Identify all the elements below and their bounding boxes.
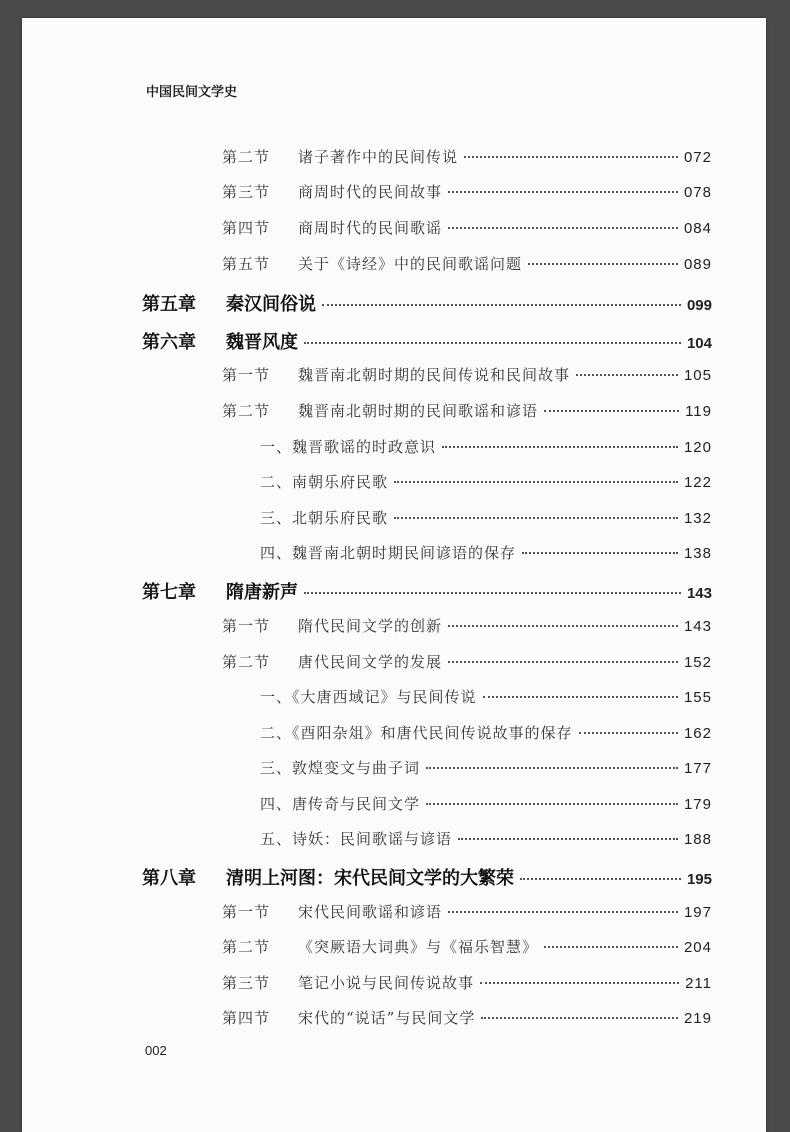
toc-entry-page: 078 — [683, 184, 712, 201]
toc-entry-label: 第二节 — [222, 402, 271, 420]
dot-leader — [304, 341, 681, 344]
toc-entry-page: 084 — [683, 220, 712, 237]
dot-leader — [442, 445, 678, 448]
toc-entry — [260, 436, 712, 457]
toc-entry-title: 四、唐传奇与民间文学 — [260, 795, 421, 813]
dot-leader — [522, 551, 678, 554]
dot-leader — [480, 981, 679, 984]
toc-entry — [222, 972, 712, 993]
toc-entry — [222, 400, 712, 421]
dot-leader — [579, 731, 678, 734]
toc-entry-title: 商周时代的民间故事 — [298, 183, 443, 201]
dot-leader — [394, 516, 678, 519]
dot-leader — [448, 190, 678, 193]
dot-leader — [448, 624, 678, 627]
toc-entry-title: 商周时代的民间歌谣 — [298, 219, 443, 237]
toc-entry-title: 唐代民间文学的发展 — [298, 653, 443, 671]
toc-entry — [222, 217, 712, 238]
toc-entry-title: 魏晋风度 — [226, 332, 298, 353]
dot-leader — [520, 877, 681, 880]
toc-entry-label: 第四节 — [222, 219, 271, 237]
dot-leader — [544, 945, 678, 948]
toc-entry-page: 072 — [683, 149, 712, 166]
toc-entry-label: 第一节 — [222, 366, 271, 384]
toc-entry — [260, 542, 712, 563]
toc-entry-page: 177 — [683, 760, 712, 777]
toc-entry-page: 122 — [683, 474, 712, 491]
toc-entry-page: 104 — [686, 335, 712, 352]
toc-entry — [222, 936, 712, 957]
book-page — [22, 18, 766, 1132]
toc-entry — [222, 146, 712, 167]
dot-leader — [426, 802, 678, 805]
toc-entry-title: 隋代民间文学的创新 — [298, 617, 443, 635]
toc-entry — [222, 1007, 712, 1028]
toc-entry-title: 宋代的“说话”与民间文学 — [298, 1009, 476, 1027]
toc-entry-label: 第一节 — [222, 903, 271, 921]
toc-entry-title: 《突厥语大词典》与《福乐智慧》 — [298, 938, 539, 956]
toc-entry-page: 162 — [683, 725, 712, 742]
toc-entry — [142, 290, 712, 316]
toc-entry — [142, 328, 712, 354]
toc-entry-label: 第七章 — [142, 582, 196, 603]
toc-entry-label: 第二节 — [222, 653, 271, 671]
toc-entry-page: 089 — [683, 256, 712, 273]
toc-entry-title: 诸子著作中的民间传说 — [298, 148, 459, 166]
toc-entry — [260, 686, 712, 707]
dot-leader — [448, 226, 678, 229]
dot-leader — [448, 660, 678, 663]
dot-leader — [304, 591, 681, 594]
dot-leader — [528, 262, 678, 265]
toc-entry-title: 笔记小说与民间传说故事 — [298, 974, 475, 992]
toc-entry — [222, 364, 712, 385]
toc-entry-page: 155 — [683, 689, 712, 706]
page-number: 002 — [145, 1043, 167, 1058]
toc-entry-label: 第三节 — [222, 974, 271, 992]
toc-entry-page: 119 — [685, 403, 712, 420]
running-head: 中国民间文学史 — [146, 85, 238, 100]
toc-entry — [222, 615, 712, 636]
table-of-contents — [22, 18, 766, 1132]
toc-entry-label: 第六章 — [142, 332, 196, 353]
toc-entry-page: 099 — [686, 297, 712, 314]
toc-entry-page: 152 — [683, 654, 712, 671]
toc-entry — [260, 471, 712, 492]
toc-entry-title: 四、魏晋南北朝时期民间谚语的保存 — [260, 544, 517, 562]
dot-leader — [481, 1016, 678, 1019]
toc-entry — [260, 507, 712, 528]
toc-entry-label: 第三节 — [222, 183, 271, 201]
toc-entry-label: 第五节 — [222, 255, 271, 273]
toc-entry — [142, 578, 712, 604]
toc-entry-title: 魏晋南北朝时期的民间歌谣和谚语 — [298, 402, 539, 420]
toc-entry-page: 197 — [683, 904, 712, 921]
toc-entry-page: 138 — [683, 545, 712, 562]
toc-entry-label: 第五章 — [142, 294, 196, 315]
toc-entry-title: 秦汉间俗说 — [226, 294, 316, 315]
toc-entry-label: 第二节 — [222, 938, 271, 956]
toc-entry-label: 第一节 — [222, 617, 271, 635]
toc-entry — [260, 757, 712, 778]
toc-entry-page: 132 — [683, 510, 712, 527]
toc-entry-page: 204 — [683, 939, 712, 956]
toc-entry — [260, 828, 712, 849]
toc-entry-title: 三、敦煌变文与曲子词 — [260, 759, 421, 777]
toc-entry — [260, 722, 712, 743]
toc-entry-title: 关于《诗经》中的民间歌谣问题 — [298, 255, 523, 273]
dot-leader — [426, 766, 678, 769]
dot-leader — [394, 480, 678, 483]
toc-entry-page: 105 — [683, 367, 712, 384]
toc-entry-page: 195 — [686, 871, 712, 888]
dot-leader — [322, 303, 681, 306]
toc-entry-page: 143 — [686, 585, 712, 602]
toc-entry-page: 188 — [683, 831, 712, 848]
toc-entry-title: 一、魏晋歌谣的时政意识 — [260, 438, 437, 456]
toc-entry-title: 五、诗妖：民间歌谣与谚语 — [260, 830, 453, 848]
toc-entry-title: 魏晋南北朝时期的民间传说和民间故事 — [298, 366, 571, 384]
dot-leader — [464, 155, 678, 158]
toc-entry-title: 三、北朝乐府民歌 — [260, 509, 389, 527]
toc-entry-title: 二、南朝乐府民歌 — [260, 473, 389, 491]
dot-leader — [544, 409, 679, 412]
toc-entry — [222, 651, 712, 672]
toc-entry — [222, 253, 712, 274]
toc-entry-title: 一、《大唐西域记》与民间传说 — [260, 688, 477, 706]
toc-entry-page: 219 — [683, 1010, 712, 1027]
toc-entry-title: 二、《酉阳杂俎》和唐代民间传说故事的保存 — [260, 724, 573, 742]
toc-entry — [222, 181, 712, 202]
toc-entry — [142, 864, 712, 890]
toc-entry-label: 第四节 — [222, 1009, 271, 1027]
toc-entry-page: 143 — [683, 618, 712, 635]
toc-entry-title: 宋代民间歌谣和谚语 — [298, 903, 443, 921]
toc-entry-title: 清明上河图：宋代民间文学的大繁荣 — [226, 868, 514, 889]
toc-entry-label: 第八章 — [142, 868, 196, 889]
toc-entry-label: 第二节 — [222, 148, 271, 166]
toc-entry-page: 179 — [683, 796, 712, 813]
toc-entry-title: 隋唐新声 — [226, 582, 298, 603]
dot-leader — [576, 373, 678, 376]
dot-leader — [483, 695, 678, 698]
dot-leader — [458, 837, 678, 840]
toc-entry-page: 120 — [683, 439, 712, 456]
toc-entry-page: 211 — [685, 975, 712, 992]
dot-leader — [448, 910, 678, 913]
toc-entry — [260, 793, 712, 814]
toc-entry — [222, 901, 712, 922]
